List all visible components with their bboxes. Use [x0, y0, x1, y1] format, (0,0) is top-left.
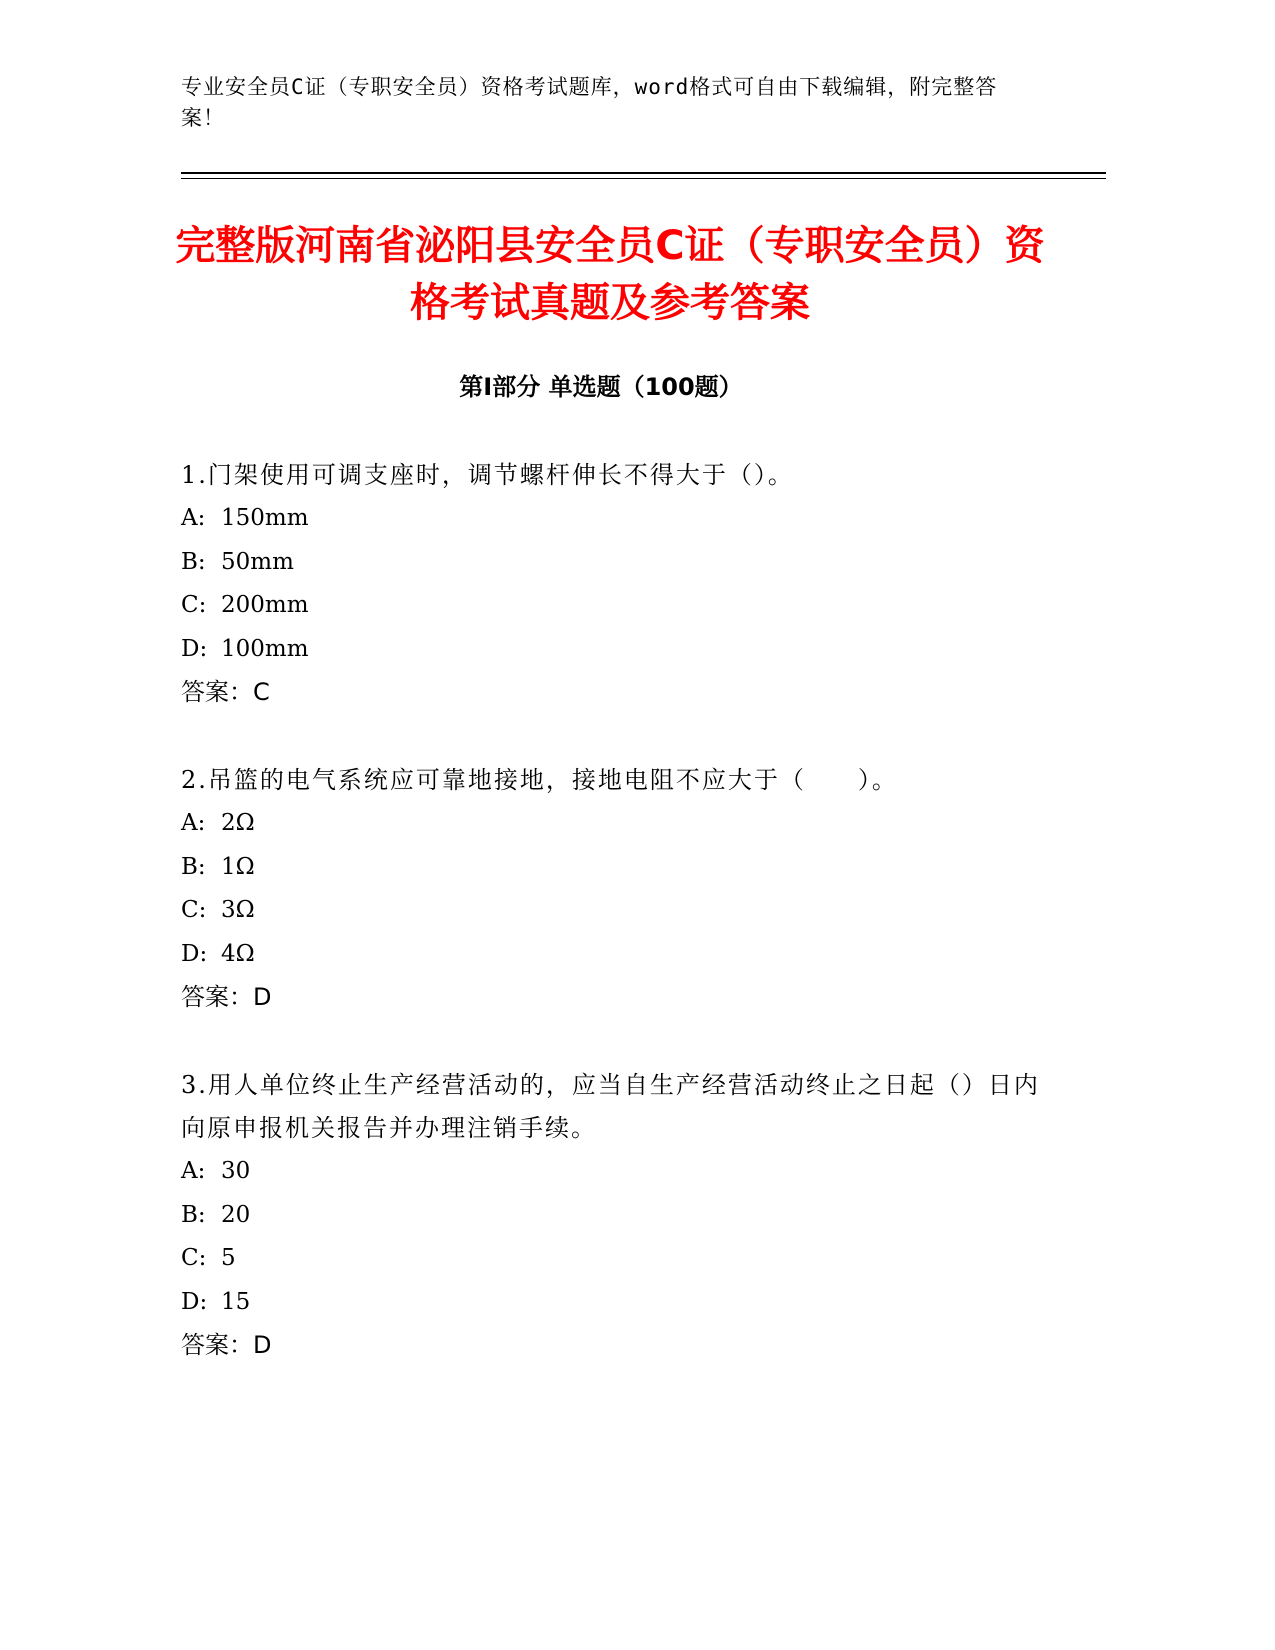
- option-d: [181, 628, 1041, 672]
- option-letter: C:: [181, 592, 207, 618]
- option-letter: B:: [181, 1201, 206, 1228]
- option-letter: A:: [181, 1158, 206, 1184]
- question-block: [181, 1064, 1041, 1367]
- option-text: 5: [221, 1245, 236, 1271]
- option-text: 30: [221, 1158, 251, 1184]
- answer: 答案：C: [181, 678, 270, 706]
- option-text: 20: [221, 1201, 251, 1228]
- option-b: [181, 541, 1041, 585]
- option-text: 150mm: [221, 505, 309, 531]
- option-b: [181, 1194, 1041, 1238]
- header-note: 专业安全员C证（专职安全员）资格考试题库，word格式可自由下载编辑，附完整答案！: [181, 75, 998, 130]
- option-letter: A:: [181, 810, 206, 836]
- question-stem: 1.门架使用可调支座时，调节螺杆伸长不得大于（）。: [181, 461, 794, 489]
- option-letter: D:: [181, 635, 208, 662]
- document-title: 完整版河南省泌阳县安全员C证（专职安全员）资格考试真题及参考答案: [175, 223, 1045, 326]
- option-letter: D:: [181, 940, 208, 967]
- answer: 答案：D: [181, 983, 272, 1011]
- option-letter: C:: [181, 1245, 207, 1271]
- header-divider-thick: [181, 172, 1106, 174]
- option-letter: A:: [181, 505, 206, 531]
- option-b: [181, 846, 1041, 890]
- option-a: [181, 1150, 1041, 1194]
- option-letter: C:: [181, 897, 207, 923]
- header-divider-thin: [181, 178, 1106, 179]
- option-text: 3Ω: [221, 897, 255, 923]
- option-d: [181, 933, 1041, 977]
- question-stem: 3.用人单位终止生产经营活动的，应当自生产经营活动终止之日起（）日内向原申报机关报告并办理注销手续。: [181, 1071, 1040, 1142]
- option-a: [181, 497, 1041, 541]
- option-c: [181, 1237, 1041, 1281]
- section-heading: 第I部分 单选题（100题）: [459, 373, 743, 401]
- option-text: 100mm: [221, 635, 309, 662]
- option-c: [181, 889, 1041, 933]
- option-a: [181, 802, 1041, 846]
- option-c: [181, 584, 1041, 628]
- option-text: 200mm: [221, 592, 309, 618]
- option-letter: D:: [181, 1288, 208, 1315]
- option-d: [181, 1281, 1041, 1325]
- option-text: 2Ω: [221, 810, 255, 836]
- question-block: [181, 454, 1041, 714]
- option-text: 15: [221, 1288, 251, 1315]
- answer: 答案：D: [181, 1331, 272, 1359]
- option-letter: B:: [181, 548, 206, 575]
- question-stem: 2.吊篮的电气系统应可靠地接地，接地电阻不应大于（ ）。: [181, 766, 898, 794]
- option-text: 4Ω: [221, 940, 255, 967]
- option-letter: B:: [181, 853, 206, 880]
- question-block: [181, 759, 1041, 1019]
- option-text: 1Ω: [221, 853, 255, 880]
- option-text: 50mm: [221, 548, 294, 575]
